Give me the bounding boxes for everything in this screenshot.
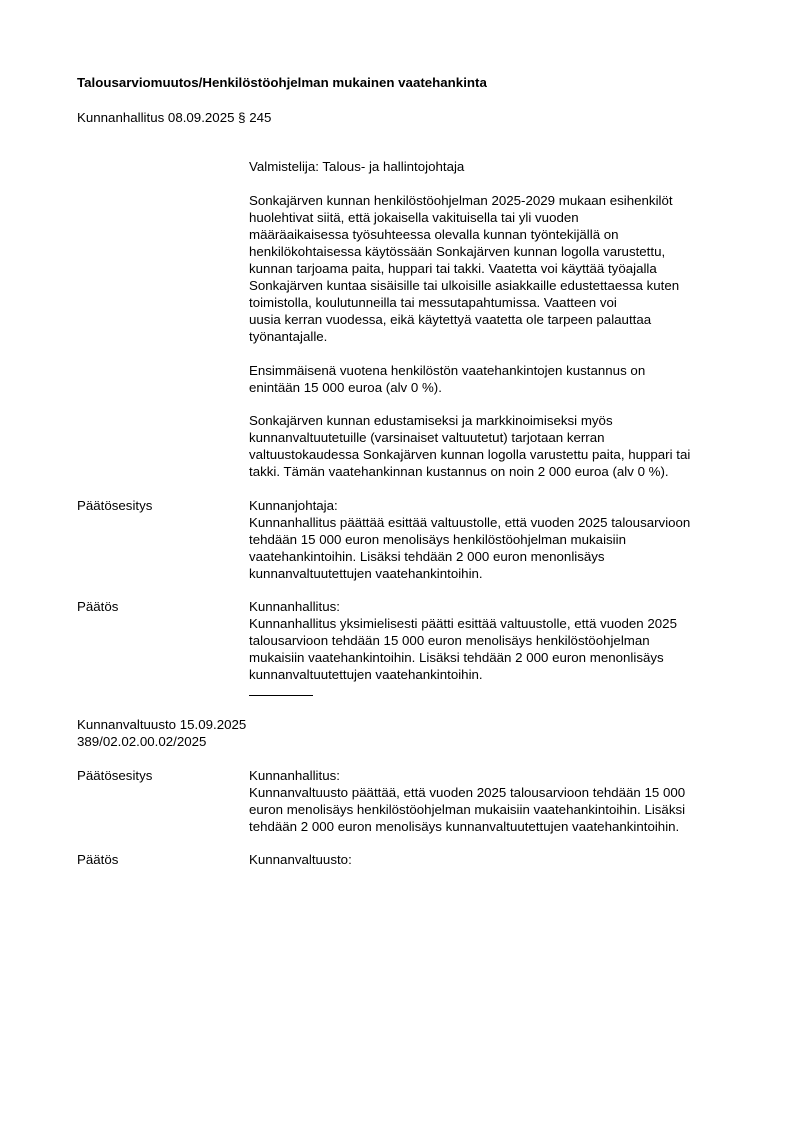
text-line: takki. Tämän vaatehankinnan kustannus on noin 2 000 euroa (alv 0 %). <box>249 464 669 479</box>
section3-label: Päätösesitys <box>77 768 153 783</box>
text-line: Kunnanhallitus yksimielisesti päätti esittää valtuustolle, että vuoden 2025 <box>249 616 677 631</box>
preparer-line: Valmistelija: Talous- ja hallintojohtaja <box>249 159 465 174</box>
cost-paragraph <box>249 362 749 396</box>
text-line: talousarvioon tehdään 15 000 euron menolisäys henkilöstöohjelman <box>249 633 650 648</box>
text-line: tehdään 2 000 euron menolisäys kunnanvaltuutettujen vaatehankintoihin. <box>249 819 680 834</box>
text-line: kunnanvaltuutettujen vaatehankintoihin. <box>249 667 483 682</box>
section1-body <box>249 497 749 582</box>
section2-label: Päätös <box>77 599 119 614</box>
section4-body <box>249 851 749 868</box>
text-line: kunnan tarjoama paita, huppari tai takki. Vaatetta voi käyttää työajalla <box>249 261 657 276</box>
text-line: huolehtivat siitä, että jokaisella vakituisella tai yli vuoden <box>249 210 579 225</box>
text-line: Ensimmäisenä vuotena henkilöstön vaatehankintojen kustannus on <box>249 363 646 378</box>
text-line: Kunnanvaltuusto päättää, että vuoden 2025 talousarvioon tehdään 15 000 <box>249 785 686 800</box>
text-line: Kunnanvaltuusto: <box>249 852 352 867</box>
section4-label: Päätös <box>77 852 119 867</box>
section1-label: Päätösesitys <box>77 498 153 513</box>
text-line: Sonkajärven kunnan henkilöstöohjelman 2025-2029 mukaan esihenkilöt <box>249 193 673 208</box>
text-line: kunnanvaltuutettujen vaatehankintoihin. <box>249 566 483 581</box>
document-title: Talousarviomuutos/Henkilöstöohjelman mukainen vaatehankinta <box>77 75 487 90</box>
reference-number: 389/02.02.00.02/2025 <box>77 734 207 749</box>
first-meeting-heading: Kunnanhallitus 08.09.2025 § 245 <box>77 110 272 125</box>
text-line: toimistolla, koulutunneilla tai messutapahtumissa. Vaatteen voi <box>249 295 617 310</box>
text-line: vaatehankintoihin. Lisäksi tehdään 2 000 euron menonlisäys <box>249 549 605 564</box>
text-line: uusia kerran vuodessa, eikä käytettyä vaatetta ole tarpeen palauttaa <box>249 312 652 327</box>
text-line: Kunnanhallitus päättää esittää valtuustolle, että vuoden 2025 talousarvioon <box>249 515 691 530</box>
intro-paragraph <box>249 192 749 345</box>
section2-body <box>249 598 749 683</box>
council-paragraph <box>249 412 749 480</box>
text-line: Kunnanhallitus: <box>249 599 340 614</box>
text-line: henkilökohtaisessa käytössään Sonkajärven kunnan logolla varustettu, <box>249 244 666 259</box>
text-line: mukaisiin vaatehankintoihin. Lisäksi tehdään 2 000 euron menonlisäys <box>249 650 664 665</box>
section3-body <box>249 767 749 835</box>
text-line: kunnanvaltuutetuille (varsinaiset valtuutetut) tarjotaan kerran <box>249 430 605 445</box>
signature-rule <box>249 695 313 696</box>
text-line: Kunnanhallitus: <box>249 768 340 783</box>
second-meeting-heading: Kunnanvaltuusto 15.09.2025 <box>77 717 247 732</box>
text-line: enintään 15 000 euroa (alv 0 %). <box>249 380 442 395</box>
text-line: määräaikaisessa työsuhteessa olevalla kunnan työntekijällä on <box>249 227 619 242</box>
text-line: työnantajalle. <box>249 329 328 344</box>
text-line: Sonkajärven kunnan edustamiseksi ja markkinoimiseksi myös <box>249 413 613 428</box>
text-line: Kunnanjohtaja: <box>249 498 338 513</box>
text-line: euron menolisäys henkilöstöohjelman mukaisiin vaatehankintoihin. Lisäksi <box>249 802 686 817</box>
text-line: valtuustokaudessa Sonkajärven kunnan logolla varustettu paita, huppari tai <box>249 447 691 462</box>
text-line: tehdään 15 000 euron menolisäys henkilöstöohjelman mukaisiin <box>249 532 626 547</box>
text-line: Sonkajärven kuntaa sisäisille tai ulkoisille asiakkaille edustettaessa kuten <box>249 278 680 293</box>
